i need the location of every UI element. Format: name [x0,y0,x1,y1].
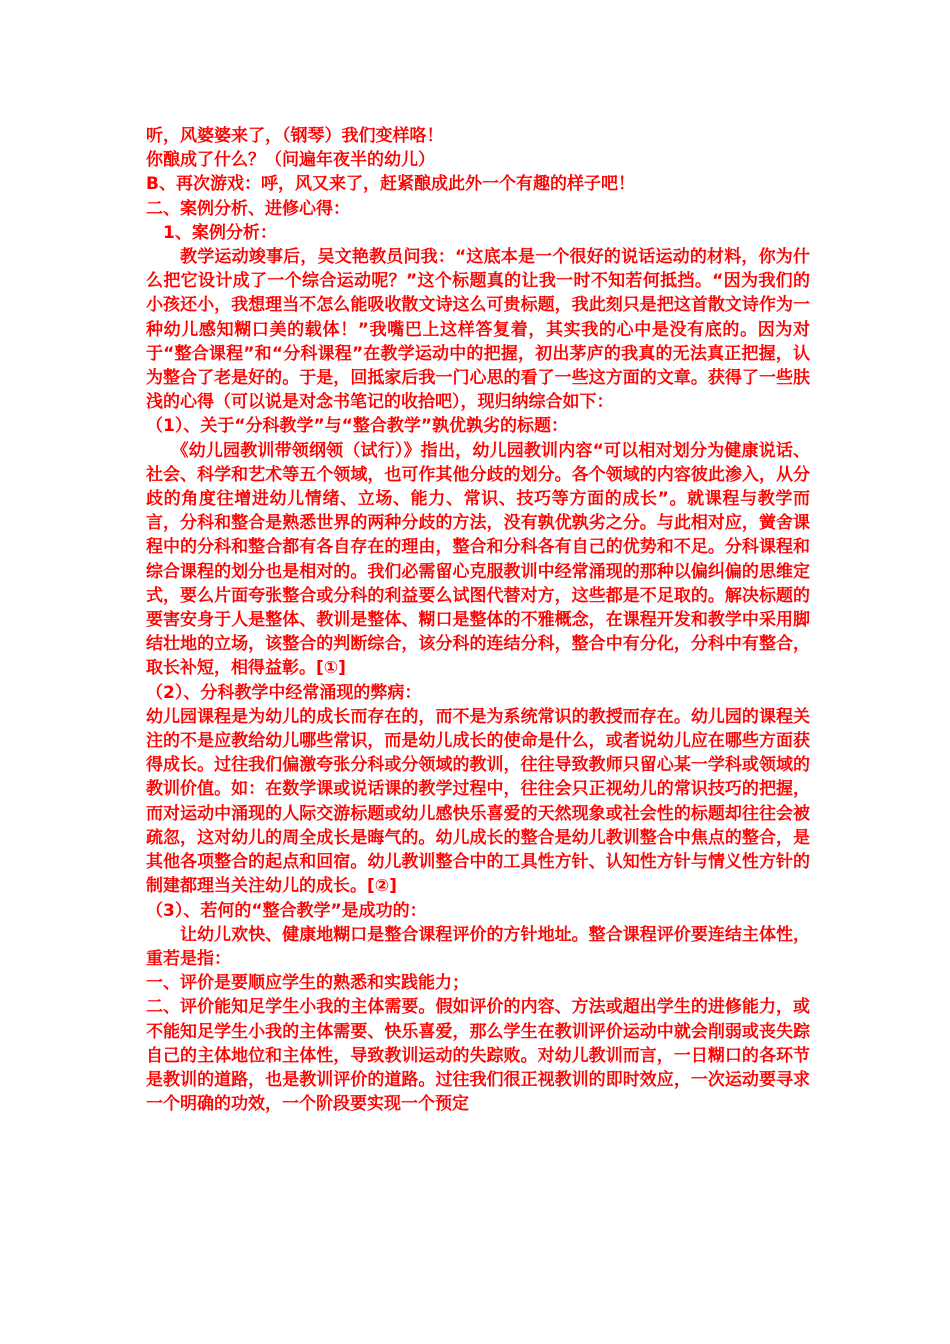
subheading-point-2: （2）、分科教学中经常涌现的弊病： [146,682,422,703]
line-question: 你酿成了什么？（问遍年夜半的幼儿） [146,150,435,171]
document-page [146,124,810,1116]
subheading-case-analysis: 1、案例分析： [163,222,277,243]
section-heading-2: 二、案例分析、进修心得： [146,198,350,219]
paragraph-point-1: 《幼儿园教训带领纲领（试行）》指出，幼儿园教训内容“可以相对划分为健康说话、社会、科学和艺术等五个领域，也可作其他分歧的划分。各个领域的内容彼此渗入，从分歧的角度往增进幼儿情绪、立场、能力、常识、技巧等方面的成长”。就课程与教学而言，分科和整合是熟悉世界的两种分歧的方法，没有孰优孰劣之分。与此相对应，黉舍课程中的分科和整合都有各自存在的理由，整合和分科各有自己的优势和不足。分科课程和综合课程的划分也是相对的。我们必需留心克服教训中经常涌现的那种以偏纠偏的思维定式，要么片面夸张整合或分科的利益要么试图代替对方，这些都是不足取的。解决标题的要害安身于人是整体、教训是整体、糊口是整体的不雅概念，在课程开发和教学中采用脚结壮地的立场，该整合的判断综合，该分科的连结分科，整合中有分化，分科中有整合，取长补短，相得益彰。[①] [146,440,810,679]
subheading-point-3: （3）、若何的“整合教学”是成功的： [146,900,427,921]
subheading-point-1: （1）、关于“分科教学”与“整合教学”孰优孰劣的标题： [146,416,569,437]
paragraph-point-3: 让幼儿欢快、健康地糊口是整合课程评价的方针地址。整合课程评价要连结主体性，重若是指： [146,924,810,969]
line-listen: 听，风婆婆来了，（钢琴）我们变样咯！ [146,126,444,146]
paragraph-point-2: 幼儿园课程是为幼儿的成长而存在的，而不是为系统常识的教授而存在。幼儿园的课程关注的不是应教给幼儿哪些常识，而是幼儿成长的使命是什么，或者说幼儿应在哪些方面获得成长。过往我们偏激夸张分科或分领域的教训，往往导致教师只留心某一学科或领域的教训价值。如：在数学课或说话课的教学过程中，往往会只正视幼儿的常识技巧的把握，而对运动中涌现的人际交游标题或幼儿感快乐喜爱的天然现象或社会性的标题却往往会被疏忽，这对幼儿的周全成长是晦气的。幼儿成长的整合是幼儿教训整合中焦点的整合，是其他各项整合的起点和回宿。幼儿教训整合中的工具性方针、认知性方针与情义性方针的制建都理当关注幼儿的成长。[②] [146,706,810,897]
paragraph-case: 教学运动竣事后，吴文艳教员问我：“这底本是一个很好的说话运动的材料，你为什么把它设计成了一个综合运动呢？”这个标题真的让我一时不知若何抵挡。“因为我们的小孩还小，我想理当不怎么能吸收散文诗这么可贵标题，我此刻只是把这首散文诗作为一种幼儿感知糊口美的载体！”我嘴巴上这样答复着，其实我的心中是没有底的。因为对于“整合课程”和“分科课程”在教学运动中的把握，初出茅庐的我真的无法真正把握，认为整合了老是好的。于是，回抵家后我一门心思的看了一些这方面的文章。获得了一些肤浅的心得（可以说是对念书笔记的收拾吧），现归纳综合如下： [146,247,810,413]
line-game-b: B、再次游戏：呼，风又来了，赶紧酿成此外一个有趣的样子吧！ [146,174,635,195]
list-item-1: 一、评价是要顺应学生的熟悉和实践能力； [146,973,469,994]
list-item-2: 二、评价能知足学生小我的主体需要。假如评价的内容、方法或超出学生的进修能力，或不能知足学生小我的主体需要、快乐喜爱，那么学生在教训评价运动中就会削弱或丧失踪自己的主体地位和主体性，导致教训运动的失踪败。对幼儿教训而言，一日糊口的各环节是教训的道路，也是教训评价的道路。过往我们很正视教训的即时效应，一次运动要寻求一个明确的功效，一个阶段要实现一个预定 [146,997,810,1115]
